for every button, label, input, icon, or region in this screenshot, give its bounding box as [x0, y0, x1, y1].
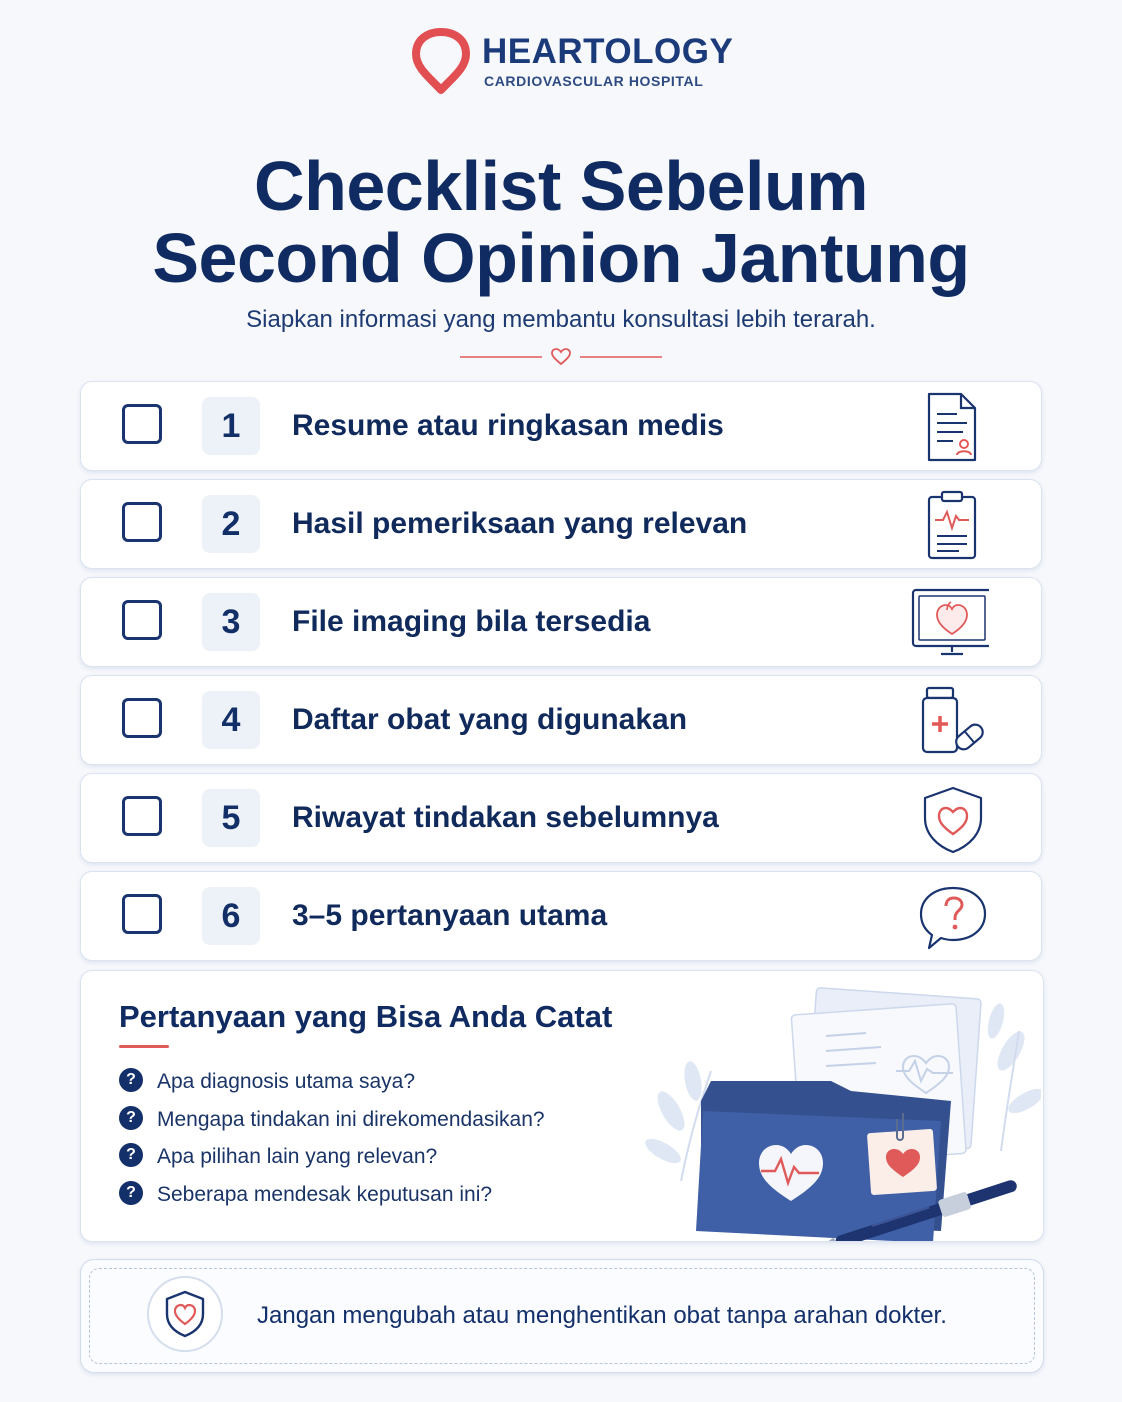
shield-heart-icon	[917, 784, 989, 854]
checklist-item-5[interactable]	[80, 773, 1042, 863]
question-text: Seberapa mendesak keputusan ini?	[157, 1182, 493, 1206]
item-label: 3–5 pertanyaan utama	[292, 899, 608, 932]
heart-logo-icon	[412, 28, 470, 94]
clipboard-ecg-icon	[917, 490, 989, 560]
medicine-bottle-icon	[917, 686, 989, 756]
checkbox[interactable]	[122, 698, 162, 738]
question-mark-icon: ?	[119, 1181, 143, 1205]
questions-title: Pertanyaan yang Bisa Anda Catat	[119, 999, 613, 1034]
question-item	[119, 1063, 545, 1101]
heart-icon	[552, 349, 570, 364]
question-item	[119, 1101, 545, 1139]
questions-panel	[80, 970, 1044, 1242]
page-title	[0, 147, 1122, 297]
item-number: 4	[202, 691, 260, 749]
warning-text: Jangan mengubah atau menghentikan obat tanpa arahan dokter.	[257, 1302, 947, 1329]
checklist-item-3[interactable]	[80, 577, 1042, 667]
checklist-item-4[interactable]	[80, 675, 1042, 765]
item-label: Resume atau ringkasan medis	[292, 409, 724, 442]
shield-heart-icon	[145, 1274, 225, 1354]
checkbox[interactable]	[122, 502, 162, 542]
checkbox[interactable]	[122, 894, 162, 934]
question-text: Apa diagnosis utama saya?	[157, 1070, 415, 1093]
medication-warning	[80, 1259, 1044, 1373]
checklist-item-1[interactable]	[80, 381, 1042, 471]
checkbox[interactable]	[122, 796, 162, 836]
checklist-item-6[interactable]	[80, 871, 1042, 961]
item-label: Daftar obat yang digunakan	[292, 703, 688, 736]
question-item	[119, 1176, 545, 1214]
question-bubble-icon	[917, 882, 989, 952]
checkbox[interactable]	[122, 600, 162, 640]
checkbox[interactable]	[122, 404, 162, 444]
heart-divider	[460, 346, 662, 368]
brand-name: HEARTOLOGY	[482, 32, 734, 71]
item-number: 3	[202, 593, 260, 651]
title-underline	[119, 1045, 169, 1048]
question-text: Apa pilihan lain yang relevan?	[157, 1145, 438, 1168]
item-label: File imaging bila tersedia	[292, 605, 651, 638]
monitor-heart-icon	[905, 588, 989, 658]
item-number: 5	[202, 789, 260, 847]
question-mark-icon: ?	[119, 1106, 143, 1130]
question-item	[119, 1138, 545, 1176]
questions-list	[119, 1063, 545, 1213]
item-number: 1	[202, 397, 260, 455]
medical-folder-illustration	[641, 981, 1041, 1241]
item-number: 6	[202, 887, 260, 945]
medical-document-icon	[917, 392, 989, 462]
checklist	[80, 381, 1042, 969]
brand-subtitle: CARDIOVASCULAR HOSPITAL	[484, 73, 704, 89]
page-title-line-2: Second Opinion Jantung	[152, 219, 970, 297]
question-mark-icon: ?	[119, 1068, 143, 1092]
item-label: Hasil pemeriksaan yang relevan	[292, 507, 748, 540]
page-title-line-1: Checklist Sebelum	[254, 147, 868, 225]
question-text: Mengapa tindakan ini direkomendasikan?	[157, 1107, 545, 1131]
item-label: Riwayat tindakan sebelumnya	[292, 801, 719, 834]
question-mark-icon: ?	[119, 1143, 143, 1167]
checklist-item-2[interactable]	[80, 479, 1042, 569]
page-subtitle: Siapkan informasi yang membantu konsultasi lebih terarah.	[246, 306, 876, 333]
brand-header	[412, 26, 732, 96]
item-number: 2	[202, 495, 260, 553]
